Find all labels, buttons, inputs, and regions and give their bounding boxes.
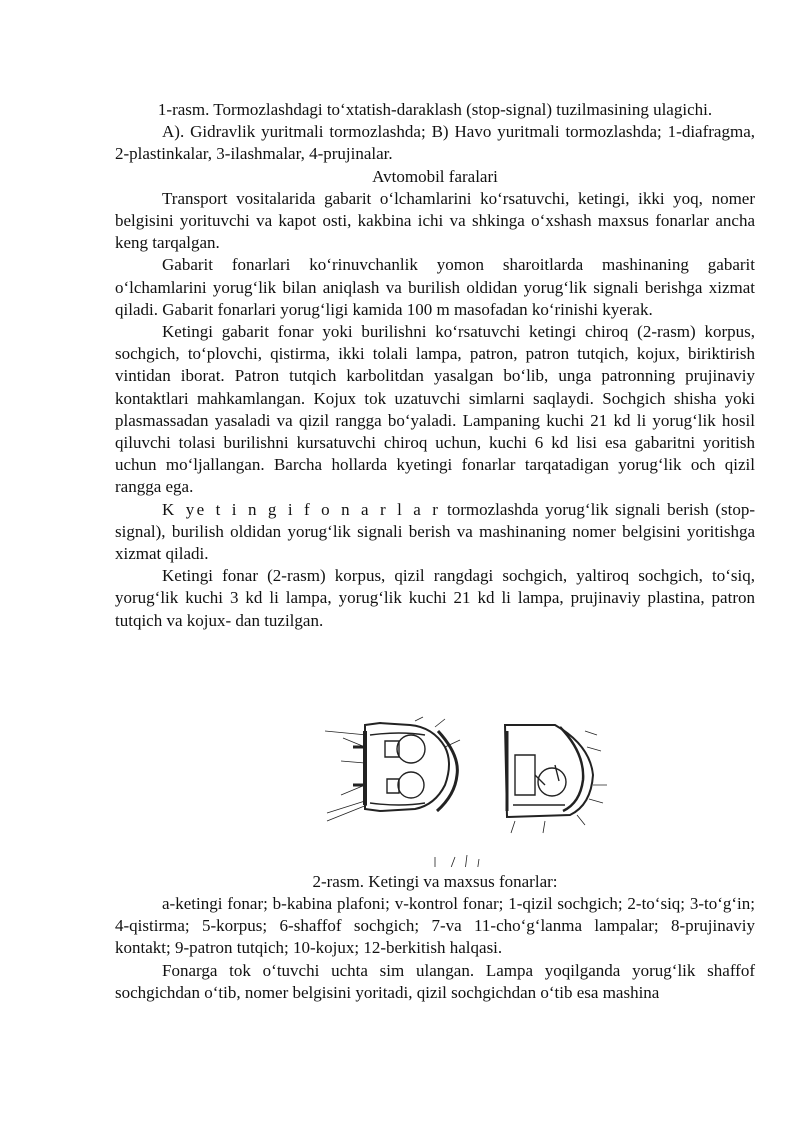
emphasized-term: K ye t i n g i f o n a r l a r — [162, 499, 441, 519]
lamp-drawings — [115, 635, 755, 867]
paragraph-2: Gabarit fonarlari ko‘rinuvchanlik yomon sharoitlarda mashinaning gabarit o‘lchamlarini yorug‘lik bilan aniqlash va burilish oldidan yorug‘lik signali berishga xizmat qiladi. Gabarit fonarlari yorug‘ligi kamida 100 m masofadan ko‘rinishi kyerak. — [115, 255, 755, 319]
paragraph-3: Ketingi gabarit fonar yoki burilishni ko‘rsatuvchi ketingi chiroq (2-rasm) korpus, sochgich, to‘plovchi, qistirma, ikki tolali lampa, patron, patron tutqich, kojux, biriktirish vintidan iborat. Patron tutqich karbolitdan yasalgan bo‘lib, unga patronning prujinaviy kontaktlari mahkamlangan. Kojux tok uzatuvchi simlarni saqlaydi. Sochgich shisha yoki plasmassadan yasaladi va qizil rangga bo‘yaladi. Lampaning kuchi 21 kd li yorug‘lik hosil qiluvchi tolasi burilishni kursatuvchi chiroq uchun, kuchi 6 kd lisi esa gabaritni yoritish uchun mo‘ljallangan. Barcha hollarda kyetingi fonarlar tarqatadigan yorug‘lik och qizil rangga ega. — [115, 322, 755, 497]
paragraph-5: Ketingi fonar (2-rasm) korpus, qizil rangdagi sochgich, yaltiroq sochgich, to‘siq, yorug‘lik kuchi 3 kd li lampa, yorug‘lik kuchi 21 kd li lampa, prujinaviy plastina, patron tutqich va kojux- dan tuzilgan. — [115, 566, 755, 630]
figure-2-illustration — [115, 635, 755, 867]
rear-lamp-drawing — [325, 717, 460, 821]
paragraph-1: Transport vositalarida gabarit o‘lchamlarini ko‘rsatuvchi, ketingi, ikki yoq, nomer belgisini yorituvchi va kapot osti, kakbina ichi va shkinga o‘xshash maxsus fonarlar ancha keng tarqalgan. — [115, 188, 755, 253]
document-page — [115, 99, 755, 1004]
control-lamp-drawing — [365, 855, 503, 867]
cabin-lamp-drawing — [505, 725, 607, 833]
paragraph-4-text: tormozlashda yorug‘lik signali berish (stop-signal), burilish oldidan yorug‘lik signali berish va mashinaning nomer belgisini yoritishga xizmat qiladi. — [115, 499, 756, 564]
section-title: Avtomobil faralari — [372, 166, 498, 186]
paragraph-4 — [115, 499, 755, 566]
figure-1-caption: 1-rasm. Tormozlashdagi to‘xtatish-daraklash (stop-signal) tuzilmasining ulagichi. — [157, 100, 713, 119]
figure-2-caption: 2-rasm. Ketingi va maxsus fonarlar: — [312, 871, 558, 891]
figure-1-legend: A). Gidravlik yuritmali tormozlashda; B) Havo yuritmali tormozlashda; 1-diafragma, 2-plastinkalar, 3-ilashmalar, 4-prujinalar. — [115, 122, 755, 164]
figure-2-legend: a-ketingi fonar; b-kabina plafoni; v-kontrol fonar; 1-qizil sochgich; 2-to‘siq; 3-to‘g‘in; 4-qistirma; 5-korpus; 6-shaffof sochgich; 7-va 11-cho‘g‘lanma lampalar; 8-prujinaviy kontakt; 9-patron tutqich; 10-kojux; 12-berkitish halqasi. — [115, 894, 755, 958]
paragraph-6: Fonarga tok o‘tuvchi uchta sim ulangan. Lampa yoqilganda yorug‘lik shaffof sochgichdan o‘tib, nomer belgisini yoritadi, qizil sochgichdan o‘tib esa mashina — [115, 960, 755, 1002]
